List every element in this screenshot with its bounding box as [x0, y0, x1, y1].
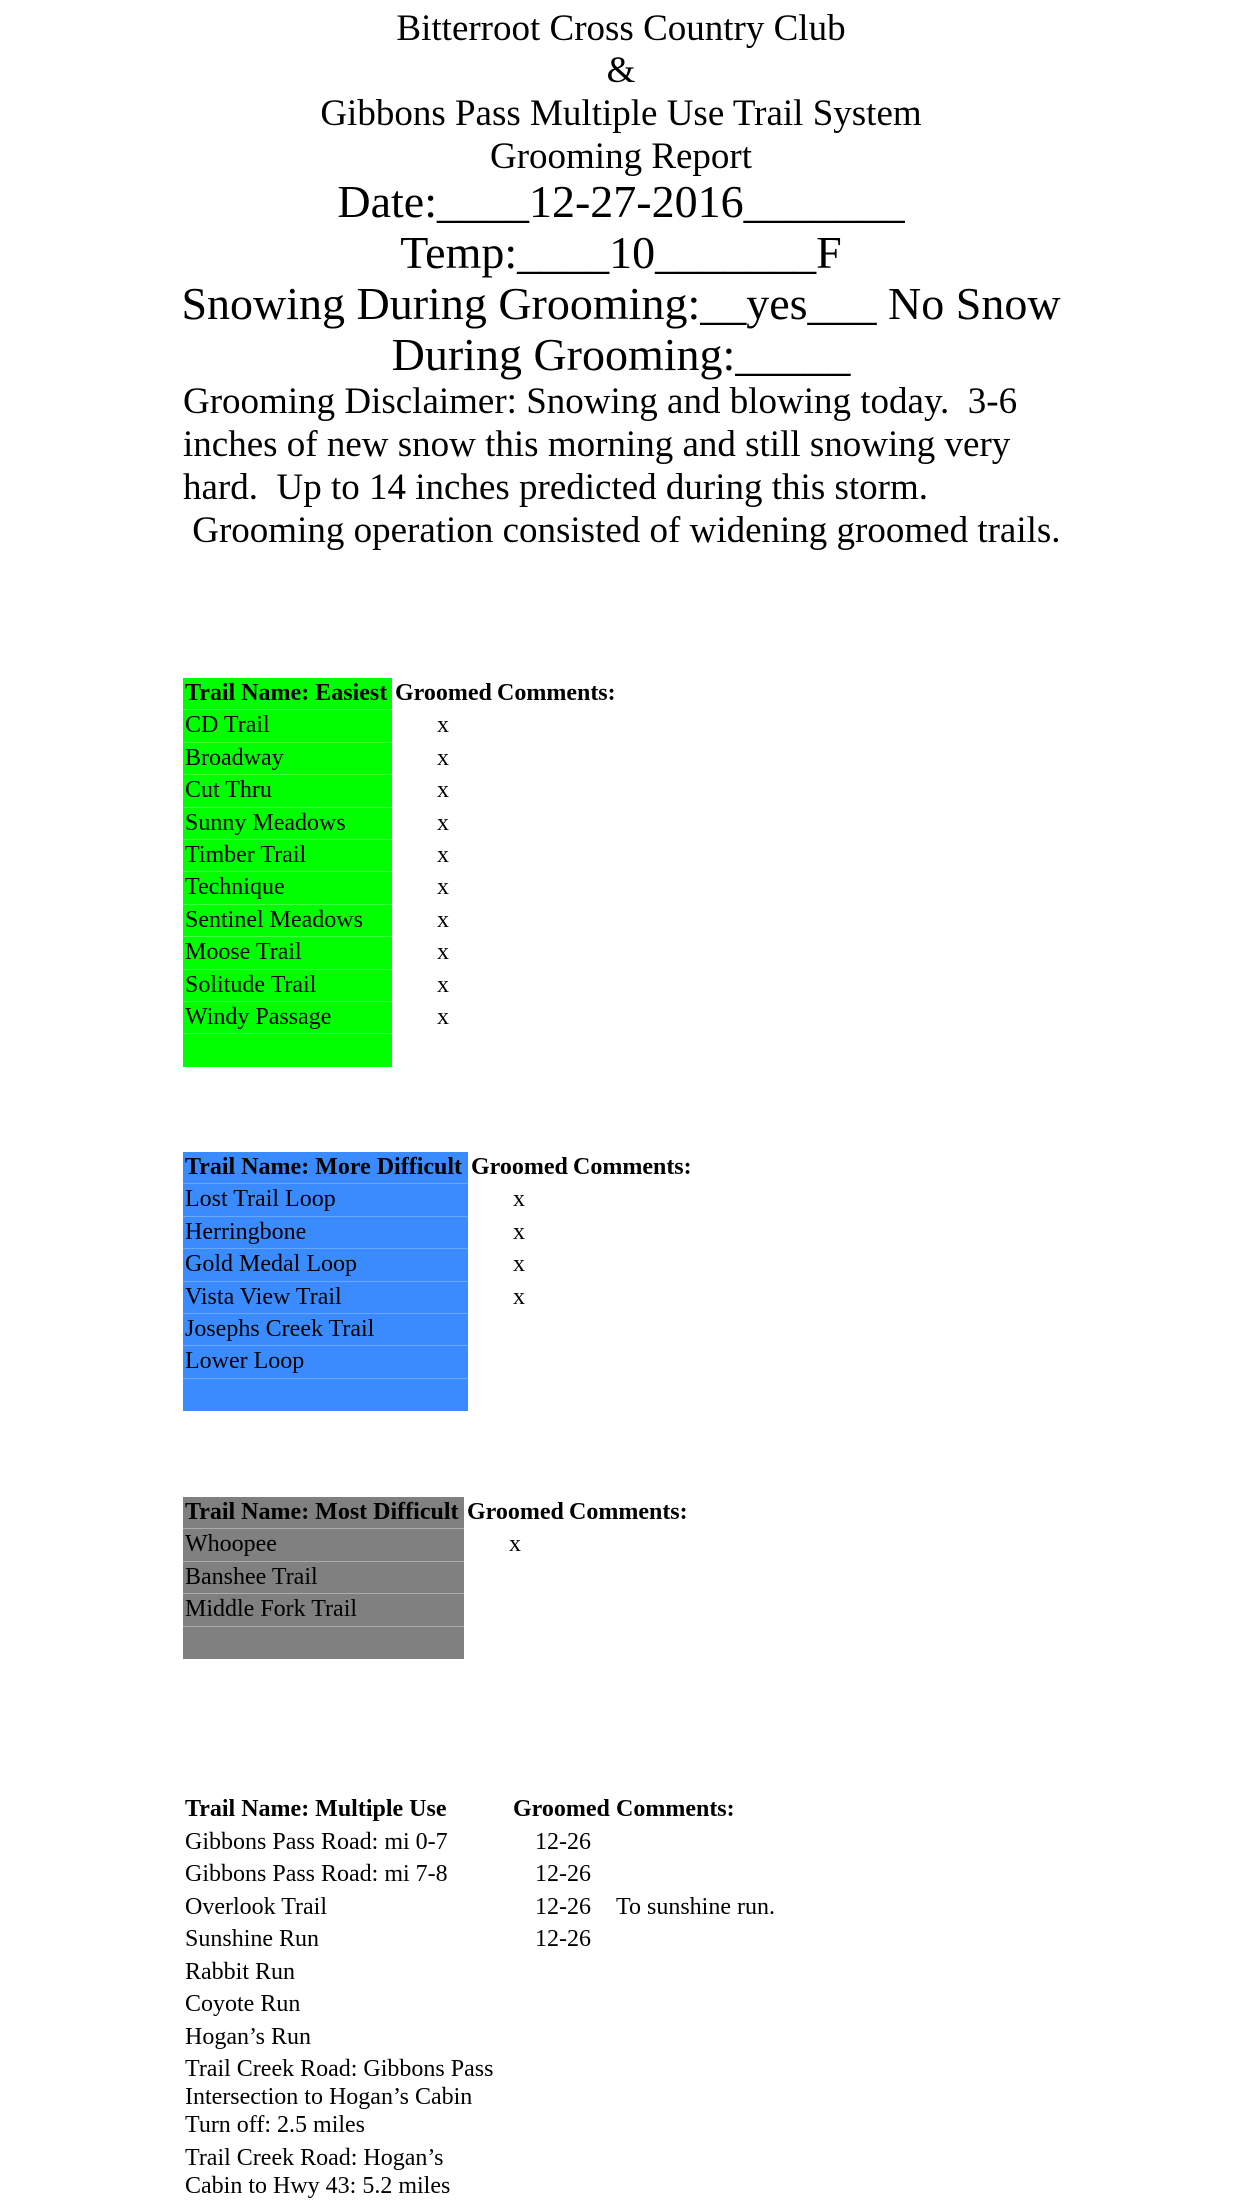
trail-name: Sunny Meadows	[183, 808, 392, 840]
trail-name	[183, 1379, 468, 1411]
trail-name: Coyote Run	[185, 1991, 301, 2017]
trail-name: Solitude Trail	[183, 970, 392, 1002]
groomed-mark: x	[437, 906, 449, 933]
ampersand: &	[606, 50, 636, 91]
comments-header: Comments:	[573, 1154, 692, 1180]
no-snow-line: During Grooming:_____	[391, 329, 851, 380]
trail-name: Gibbons Pass Road: mi 7-8	[185, 1861, 448, 1887]
trail-name: Timber Trail	[183, 840, 392, 872]
trail-name: Banshee Trail	[183, 1562, 464, 1594]
groomed-mark: x	[437, 777, 449, 804]
trail-name: Cut Thru	[183, 775, 392, 807]
groomed-mark: x	[437, 1003, 449, 1030]
trail-comment: To sunshine run.	[616, 1893, 775, 1920]
trail-name: Vista View Trail	[183, 1282, 468, 1314]
groomed-header: Groomed	[471, 1154, 568, 1180]
trail-name: Herringbone	[183, 1217, 468, 1249]
date-line: Date:____12-27-2016_______	[337, 176, 905, 227]
trail-name-header: Trail Name: More Difficult	[183, 1152, 468, 1184]
groomed-mark: x	[513, 1283, 525, 1310]
groomed-date: 12-26	[535, 1861, 591, 1887]
groomed-mark: x	[437, 809, 449, 836]
trail-system-title: Gibbons Pass Multiple Use Trail System	[320, 93, 922, 134]
groomed-mark: x	[513, 1218, 525, 1245]
groomed-mark: x	[437, 971, 449, 998]
trail-name: Technique	[183, 872, 392, 904]
groomed-mark: x	[437, 712, 449, 739]
trail-name: Moose Trail	[183, 937, 392, 969]
trail-name	[183, 1034, 392, 1066]
trail-name: Gold Medal Loop	[183, 1249, 468, 1281]
trail-name-header: Trail Name: Easiest	[183, 678, 392, 710]
trail-name: Hogan’s Run	[185, 2023, 311, 2050]
trail-name: CD Trail	[183, 710, 392, 742]
trail-name: Windy Passage	[183, 1002, 392, 1034]
trail-name-header: Trail Name: Most Difficult	[183, 1497, 464, 1529]
comments-header: Comments:	[616, 1796, 735, 1822]
trail-name-header: Trail Name: Multiple Use	[185, 1796, 447, 1822]
trail-name: Josephs Creek Trail	[183, 1314, 468, 1346]
report-title: Grooming Report	[489, 136, 753, 177]
trail-name: Gibbons Pass Road: mi 0-7	[185, 1828, 448, 1855]
club-title: Bitterroot Cross Country Club	[396, 8, 846, 49]
groomed-date: 12-26	[535, 1926, 591, 1952]
comments-header: Comments:	[569, 1499, 688, 1525]
groomed-header: Groomed	[395, 680, 492, 706]
groomed-mark: x	[513, 1186, 525, 1213]
trail-name: Overlook Trail	[185, 1893, 328, 1920]
grooming-disclaimer: Grooming Disclaimer: Snowing and blowing today. 3-6 inches of new snow this morning and still snowing very hard. Up to 14 inches predicted during this storm. Grooming operation consisted of widening groomed trails.	[183, 381, 1061, 551]
groomed-header: Groomed	[513, 1796, 610, 1822]
groomed-date: 12-26	[535, 1893, 591, 1920]
groomed-mark: x	[509, 1531, 521, 1558]
trail-name: Rabbit Run	[185, 1958, 296, 1985]
trail-name: Trail Creek Road: Gibbons Pass Intersection to Hogan’s Cabin Turn off: 2.5 miles	[185, 2056, 494, 2138]
trail-name: Middle Fork Trail	[183, 1594, 464, 1626]
groomed-mark: x	[513, 1251, 525, 1278]
groomed-mark: x	[437, 939, 449, 966]
snowing-line: Snowing During Grooming:__yes___ No Snow	[181, 278, 1061, 329]
trail-name	[183, 1627, 464, 1659]
groomed-mark: x	[437, 874, 449, 901]
groomed-mark: x	[437, 841, 449, 868]
comments-header: Comments:	[497, 680, 616, 706]
groomed-header: Groomed	[467, 1499, 564, 1525]
trail-name: Sentinel Meadows	[183, 905, 392, 937]
temp-line: Temp:____10_______F	[400, 227, 842, 278]
trail-name: Whoopee	[183, 1529, 464, 1561]
trail-name: Sunshine Run	[185, 1926, 320, 1952]
trail-name: Lower Loop	[183, 1346, 468, 1378]
trail-name: Trail Creek Road: Hogan’s Cabin to Hwy 43: 5.2 miles	[185, 2144, 451, 2199]
groomed-mark: x	[437, 744, 449, 771]
trail-name: Broadway	[183, 743, 392, 775]
groomed-date: 12-26	[535, 1828, 591, 1855]
trail-name: Lost Trail Loop	[183, 1184, 468, 1216]
